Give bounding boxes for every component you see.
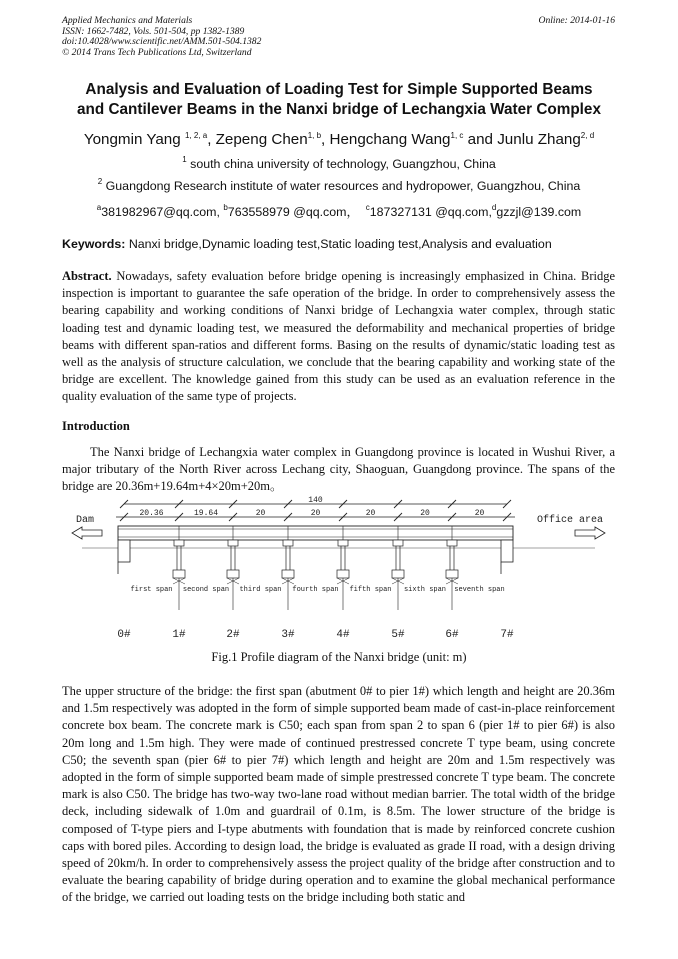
span-name-label: second span (182, 586, 230, 594)
keywords-label: Keywords: (62, 237, 126, 251)
author-sep: and (463, 131, 498, 148)
title-line-1: Analysis and Evaluation of Loading Test for Simple Supported Beams (85, 81, 593, 98)
pile-cap (173, 570, 185, 578)
email-sup: d (491, 203, 497, 212)
pier-cap (228, 540, 238, 546)
span-length-label: 20 (474, 509, 485, 518)
paper-title (40, 80, 638, 120)
pier-label: 0# (117, 629, 131, 641)
author-name: Hengchang Wang (329, 131, 451, 148)
email-sup: a (96, 203, 102, 212)
dam-label: Dam (76, 515, 95, 526)
pier-cap (393, 540, 403, 546)
affiliation-sup: 2 (97, 177, 103, 186)
author-name: Junlu Zhang (497, 131, 581, 148)
span-length-label: 20 (255, 509, 266, 518)
author-sep: , (321, 131, 330, 148)
abutment (501, 540, 513, 562)
left-arrow-icon (72, 527, 102, 539)
bridge-profile-figure (62, 495, 615, 645)
email-sup: b (223, 203, 228, 212)
journal-header (62, 16, 261, 58)
pier-label: 7# (500, 629, 514, 641)
pier-label: 3# (281, 629, 295, 641)
email-sup: c (365, 203, 370, 212)
figure-caption: Fig.1 Profile diagram of the Nanxi bridge (unit: m) (211, 650, 467, 664)
affiliation-2 (40, 179, 638, 193)
section-heading-introduction: Introduction (62, 419, 130, 433)
keywords (62, 237, 552, 251)
author-sup: 1, b (307, 131, 322, 140)
span-name-label: seventh span (454, 586, 505, 594)
pier-label: 2# (226, 629, 240, 641)
journal-name: Applied Mechanics and Materials (62, 15, 193, 26)
span-length-label: 20 (365, 509, 376, 518)
author-name: Yongmin Yang (83, 131, 181, 148)
title-line-2: and Cantilever Beams in the Nanxi bridge of Lechangxia Water Complex (77, 101, 601, 118)
author-sup: 1, 2, a (184, 131, 208, 140)
copyright-line: © 2014 Trans Tech Publications Ltd, Switzerland (62, 46, 252, 58)
affiliation-text: south china university of technology, Guangzhou, China (190, 157, 496, 171)
pier-label: 6# (445, 629, 459, 641)
intro-paragraph-1: The Nanxi bridge of Lechangxia water complex in Guangdong province is located in Wushui River, a major tributary of the North River across Lechang city, Shaoguan, Guangdong province. The spans of the bridge are 20.36m+19.64m+4×20m+20m。 (62, 445, 615, 494)
author-list (40, 131, 638, 148)
online-date: Online: 2014-01-16 (538, 15, 615, 26)
doi-line: doi:10.4028/www.scientific.net/AMM.501-504.1382 (62, 36, 262, 48)
span-length-label: 20.36 (139, 509, 164, 518)
keywords-text: Nanxi bridge,Dynamic loading test,Static loading test,Analysis and evaluation (128, 237, 552, 251)
pier-label: 1# (172, 629, 186, 641)
office-area-label: Office area (537, 515, 604, 526)
span-name-label: first span (130, 586, 173, 594)
email-list (40, 202, 638, 220)
abutment (118, 540, 130, 562)
issn-line: ISSN: 1662-7482, Vols. 501-504, pp 1382-1389 (62, 25, 245, 37)
pile-cap (446, 570, 458, 578)
pier-cap (338, 540, 348, 546)
pier-label: 4# (336, 629, 350, 641)
total-length-label: 140 (308, 496, 323, 505)
pile-cap (227, 570, 239, 578)
email-b: 763558979 @qq.com， (227, 205, 359, 219)
abstract-label: Abstract. (62, 269, 112, 283)
pier-cap (174, 540, 184, 546)
span-length-label: 20 (420, 509, 430, 518)
pile-cap (337, 570, 349, 578)
affiliation-sup: 1 (182, 155, 187, 164)
pier-label: 5# (391, 629, 405, 641)
affiliation-text: Guangdong Research institute of water resources and hydropower, Guangzhou, China (105, 179, 581, 193)
pier-cap (283, 540, 293, 546)
pile-cap (282, 570, 294, 578)
author-sep: , (207, 131, 216, 148)
author-name: Zepeng Chen (215, 131, 308, 148)
affiliation-1 (40, 157, 638, 171)
email-a: 381982967@qq.com, (101, 205, 224, 219)
span-name-label: fifth span (349, 586, 392, 594)
author-sup: 2, d (580, 131, 595, 140)
pier-cap (447, 540, 457, 546)
bridge-deck (118, 526, 513, 540)
right-arrow-icon (575, 527, 605, 539)
abstract (62, 268, 615, 406)
pile-cap (392, 570, 404, 578)
span-name-label: third span (239, 586, 282, 594)
email-d: gzzjl@139.com (496, 205, 582, 219)
span-name-label: fourth span (292, 586, 339, 594)
span-name-label: sixth span (403, 586, 447, 594)
email-c: 187327131 @qq.com, (369, 205, 492, 219)
span-length-label: 19.64 (193, 509, 219, 518)
abstract-text: Nowadays, safety evaluation before bridge opening is increasingly emphasized in China. Bridge inspection is important to guarantee the safe operation of the bridge. In order to comprehensively assess the bearing capability and working conditions of Nanxi bridge of Lechangxia water complex, through static loading test and dynamic loading test, we measured the deformability and mechanical properties of bridge beams with different span-ratios and different forms. Basing on the results of dynamic/static loading test as well as the analysis of structure calculation, we conclude that the bearing capability and working state of the bridge are excellent. The knowledge gained from this study can be used as an evaluation reference in the quality evaluation of the same type of projects. (62, 269, 616, 404)
span-length-label: 20 (310, 509, 321, 518)
author-sup: 1, c (450, 131, 464, 140)
intro-paragraph-2: The upper structure of the bridge: the first span (abutment 0# to pier 1#) which length and height are 20.36m and 1.5m respectively was adopted in the form of simple supported beam made of cast-in-place reinforcement concrete box beam. The concrete mark is C50; each span from span 2 to span 6 (pier 1# to pier 6#) is also 20m long and 1.5m high. They were made of continued prestressed concrete T type beam, using concrete C50; the seventh span (pier 6# to pier 7#) which length and height are 20m and 1.5m respectively was adopted in the form of simple supported beam made of simple prestressed concrete T type beam. The concrete mark is also C50. The bridge has two-way two-lane road without median barrier. The total width of the bridge deck, including sidewalk of 1.0m and guardrail of 0.1m, is 8.5m. The lower structure of the bridge is composed of T-type piers and I-type abutments with foundation that is made by reinforced concrete cushion caps with bored piles. According to design load, the bridge is evaluated as grade II road, with a design driving speed of 20km/h. In order to comprehensively assess the project quality of the bridge after construction and to evaluate the bearing capability of bridge during operation and to examine the global mechanical performance of the bridge, we carried out loading tests on the bridge including both static and (62, 684, 615, 905)
